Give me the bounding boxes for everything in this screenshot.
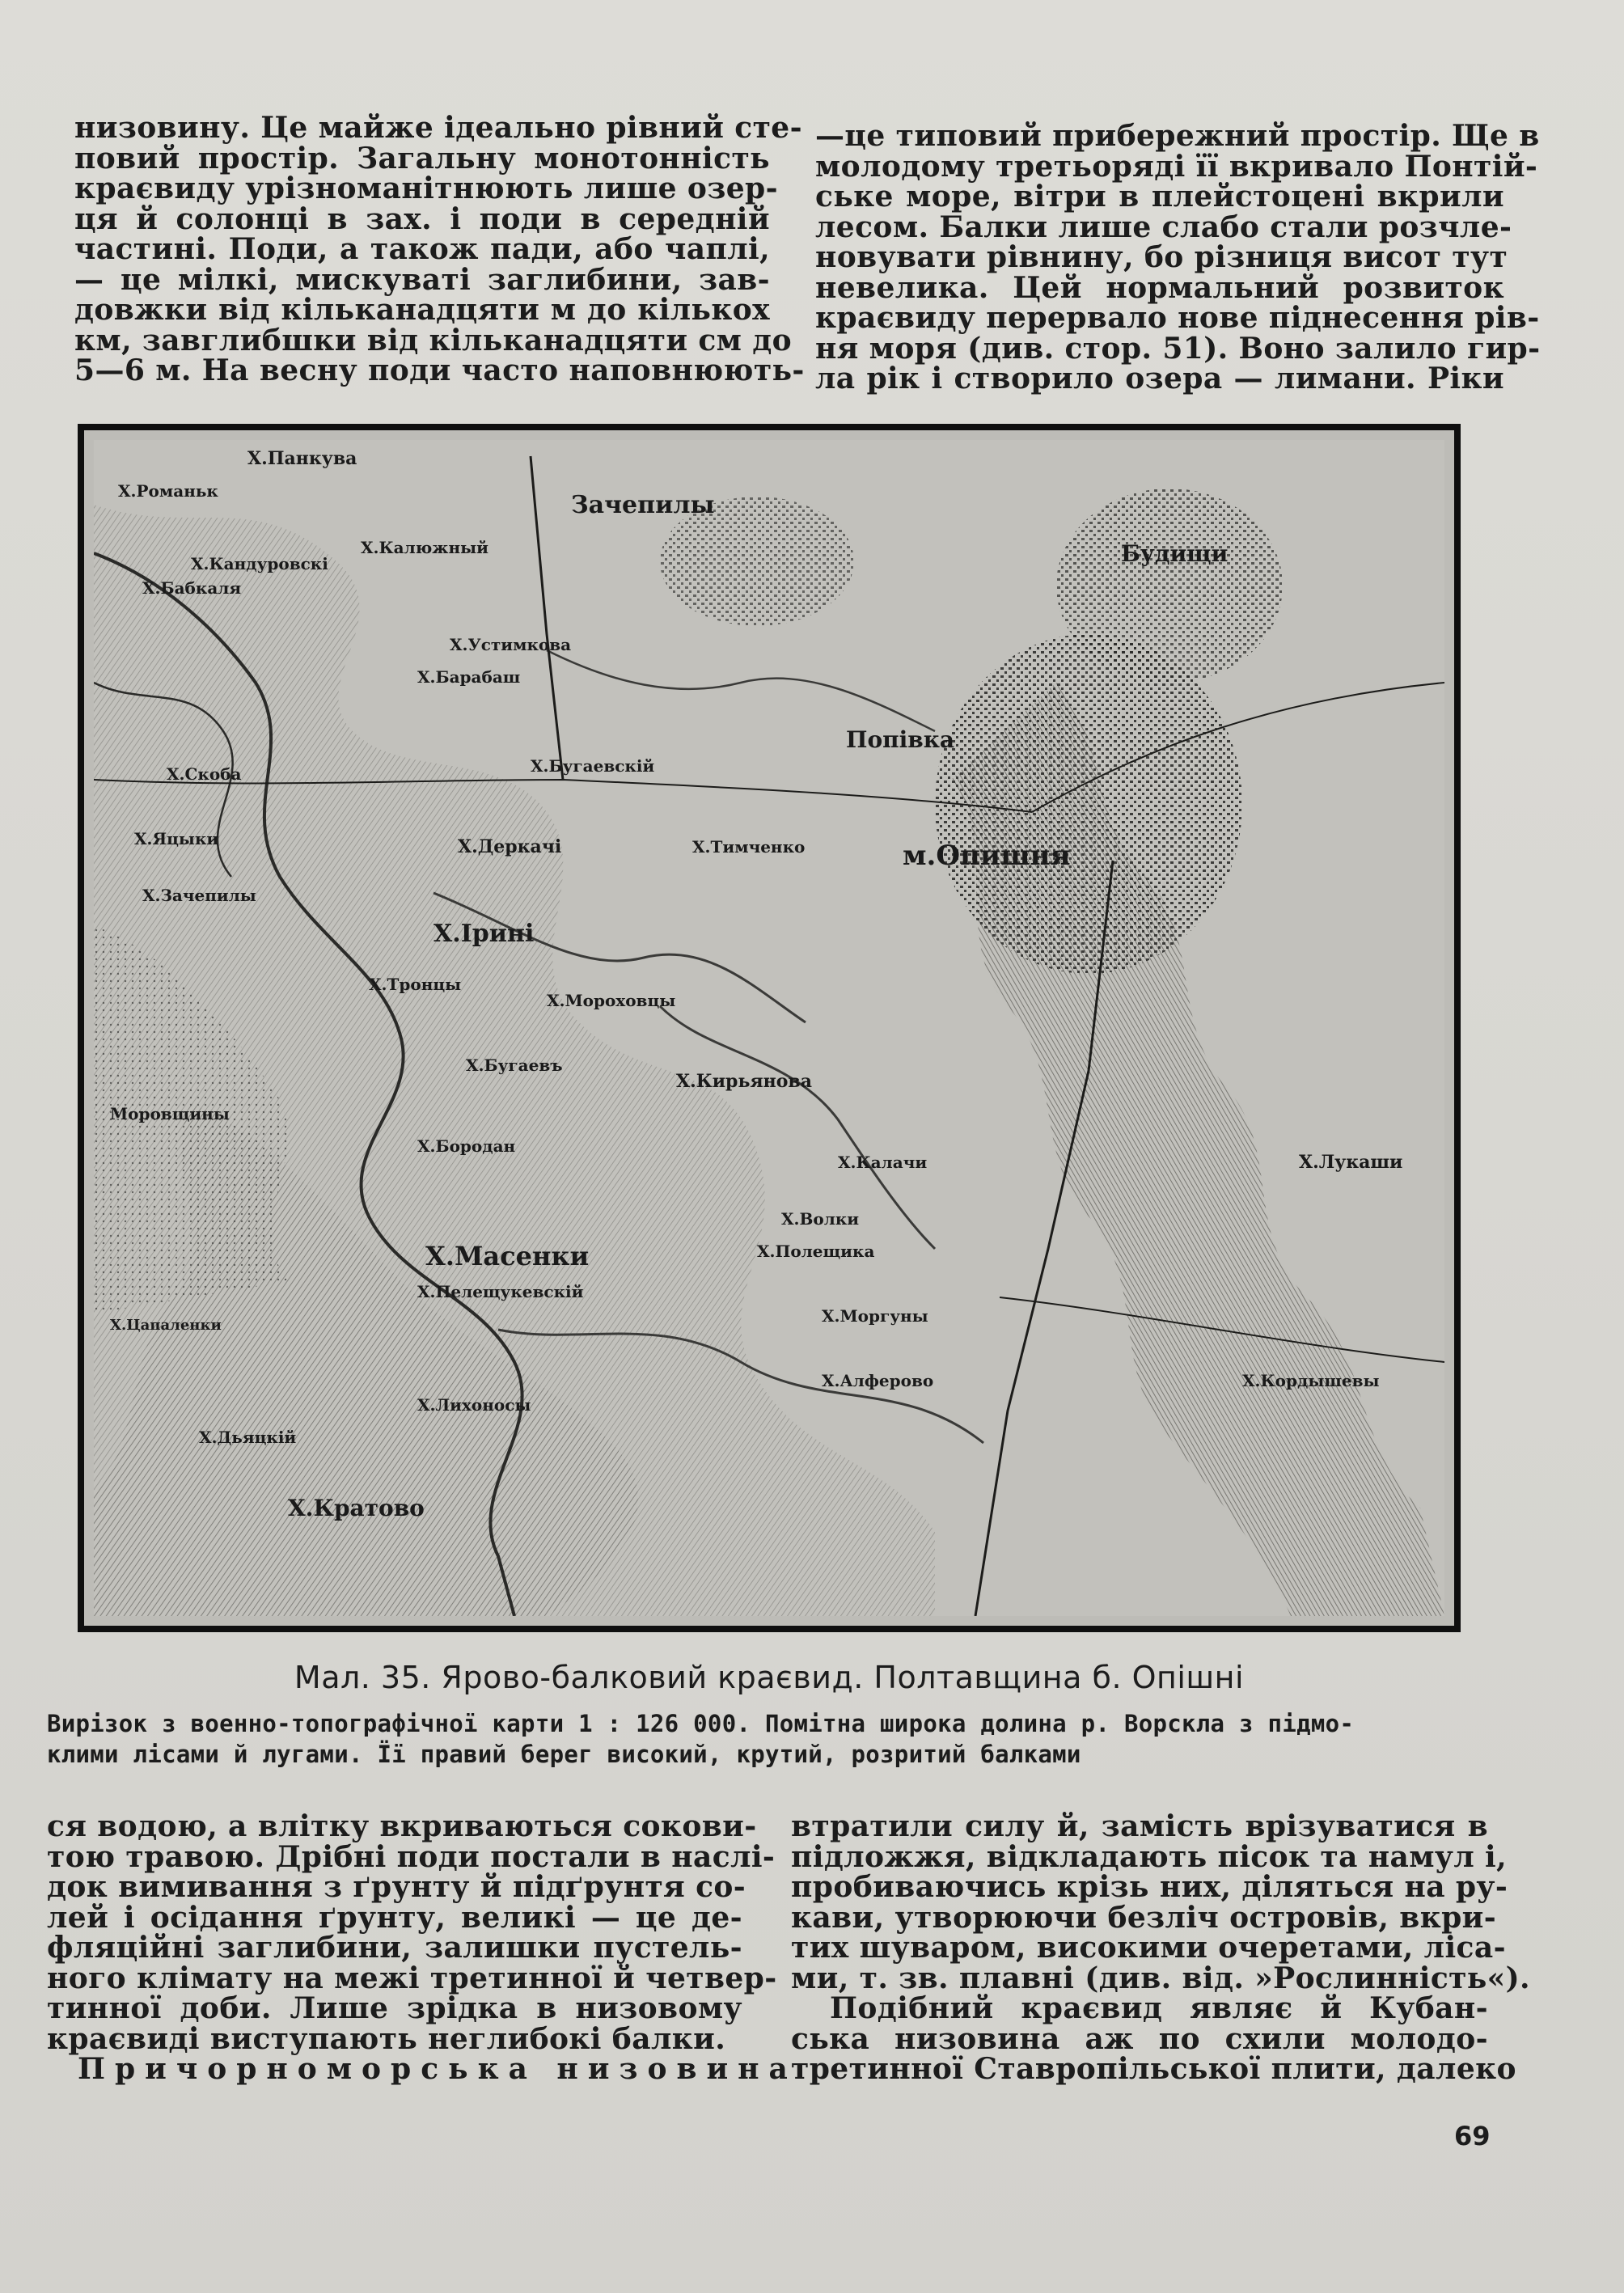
caption-line: Вирізок з военно-топографічної карти 1 : 126 000. Помітна широка долина р. Ворскла з підмо- — [47, 1710, 1355, 1737]
text-line: краєвиду урізноманітнюють лише озер- — [74, 171, 778, 205]
text-line: ця й солонці в зах. і поди в середній — [74, 201, 770, 236]
map-label: Х.Кратово — [288, 1495, 425, 1521]
map-label: Х.Панкува — [247, 448, 357, 469]
map-label: Х.Масенки — [425, 1241, 590, 1271]
map-label: Х.Тимченко — [692, 837, 806, 857]
text-line: — це мілкі, мискуваті заглибини, зав- — [74, 262, 770, 297]
text-column-top-right — [815, 119, 1541, 396]
text-line: низовину. Це майже ідеально рівний сте- — [74, 111, 802, 145]
town-built-area — [935, 634, 1242, 974]
text-line: третинної Ставропільської плити, далеко — [791, 2052, 1516, 2086]
map-label: Х.Цапаленки — [110, 1317, 222, 1334]
text-line: краєвиді виступають неглибокі балки. — [47, 2021, 726, 2056]
text-line: ного клімату на межі третинної й четвер- — [47, 1961, 777, 1995]
map-label: Х.Тронцы — [369, 975, 462, 994]
map-label: Х.Бабкаля — [142, 578, 242, 598]
map-label: Х.Кордышевы — [1242, 1371, 1380, 1390]
map-label: Попівка — [846, 726, 955, 753]
map-label: Х.Бугаевъ — [466, 1056, 563, 1075]
map-label-town: м.Опишня — [903, 840, 1071, 872]
text-line: док вимивання з ґрунту й підґрунтя со- — [47, 1870, 746, 1904]
text-line: повий простір. Загальну монотонність — [74, 141, 770, 176]
map-label: Х.Калачи — [838, 1153, 928, 1172]
text-line: тих шуваром, високими очеретами, ліса- — [791, 1931, 1506, 1965]
map-label: Х.Мороховцы — [547, 991, 676, 1010]
text-line: кави, утворюючи безліч островів, вкри- — [791, 1900, 1497, 1935]
map-label: Будищи — [1121, 540, 1229, 567]
text-line: новувати рівнину, бо різниця висот тут — [815, 240, 1508, 274]
village-built-area — [1056, 489, 1283, 683]
map-label: Х.Бугаевскiй — [531, 756, 655, 776]
caption-line: клими лісами й лугами. Її правий берег високий, крутий, розритий балками — [47, 1741, 1081, 1768]
text-line: фляційні заглибини, залишки пустель- — [47, 1931, 742, 1965]
text-column-bottom-left — [47, 1809, 797, 2086]
map-label: Х.Пелещукевскiй — [417, 1282, 584, 1301]
map-label: Моровщины — [110, 1104, 230, 1123]
text-column-top-left — [74, 111, 805, 387]
map-label: Х.Дьяцкiй — [199, 1428, 297, 1447]
map-label: Х.Полещика — [757, 1242, 875, 1261]
text-line: молодому третьоряді її вкривало Понтій- — [815, 149, 1538, 184]
map-label: Х.Кандуровскi — [191, 554, 328, 573]
text-line: краєвиду перервало нове піднесення рів- — [815, 301, 1540, 335]
page-number: 69 — [1454, 2121, 1491, 2151]
map-label: Х.Деркачi — [458, 836, 562, 857]
text-line: тою травою. Дрібні поди постали в наслі- — [47, 1839, 776, 1874]
text-line: пробиваючись крізь них, діляться на ру- — [791, 1870, 1508, 1904]
text-line: лей і осідання ґрунту, великі — це де- — [47, 1900, 742, 1935]
map-label: Х.Бородан — [417, 1136, 516, 1156]
topographic-map-figure — [78, 424, 1461, 1632]
text-column-bottom-right — [791, 1809, 1530, 2086]
text-line: втратили силу й, замість врізуватися в — [791, 1809, 1488, 1843]
map-label: Х.Алферово — [822, 1371, 934, 1390]
text-line: підложжя, відкладають пісок та намул і, — [791, 1839, 1508, 1874]
text-line: довжки від кільканадцяти м до кількох — [74, 293, 770, 327]
map-label: Х.Моргуны — [822, 1306, 928, 1326]
text-line: ся водою, а влітку вкриваються сокови- — [47, 1809, 757, 1843]
figure-caption-description — [47, 1708, 1503, 1770]
text-line: ла рік і створило озера — лимани. Ріки — [815, 362, 1504, 396]
map-label: Х.Волки — [781, 1209, 860, 1229]
text-line: частині. Поди, а також пади, або чаплі, — [74, 232, 770, 266]
section-heading-inline: Причорноморська низовина — [78, 2052, 797, 2086]
text-line: ська низовина аж по схили молодо- — [791, 2021, 1488, 2056]
map-label: Х.Устимкова — [450, 635, 572, 654]
map-illustration — [94, 440, 1444, 1616]
map-label: Зачепилы — [571, 491, 715, 519]
figure-caption-title: Мал. 35. Ярово-балковий краєвид. Полтавщина б. Опішні — [294, 1660, 1245, 1695]
map-label: Х.Кирьянова — [676, 1071, 812, 1092]
map-label: Х.Калюжный — [361, 538, 488, 557]
text-line: лесом. Балки лише слабо стали розчле- — [815, 209, 1512, 244]
map-label: Х.Скоба — [167, 764, 242, 784]
map-label: Х.Романьк — [118, 481, 218, 501]
text-line: ське море, вітри в плейстоцені вкрили — [815, 180, 1504, 214]
map-label: Х.Іринi — [433, 920, 535, 948]
text-line: км, завглибшки від кільканадцяти см до — [74, 323, 793, 357]
text-line: 5—6 м. На весну поди часто наповнюють- — [74, 353, 805, 387]
text-line: ми, т. зв. плавні (див. від. »Рослинність«). — [791, 1961, 1530, 1995]
text-line: —це типовий прибережний простір. Ще в — [815, 119, 1540, 153]
text-line: тинної доби. Лише зрідка в низовому — [47, 1991, 742, 2025]
text-line: Подібний краєвид являє й Кубан- — [830, 1991, 1488, 2025]
map-label: Х.Барабаш — [417, 667, 521, 687]
map-label: Х.Лукаши — [1299, 1152, 1403, 1173]
text-line: ня моря (див. стор. 51). Воно залило гир- — [815, 331, 1541, 366]
map-label: Х.Лихоносы — [417, 1395, 531, 1415]
text-line: невелика. Цей нормальний розвиток — [815, 270, 1504, 305]
map-label: Х.Зачепилы — [142, 886, 256, 905]
map-label: Х.Яцыки — [134, 829, 219, 848]
